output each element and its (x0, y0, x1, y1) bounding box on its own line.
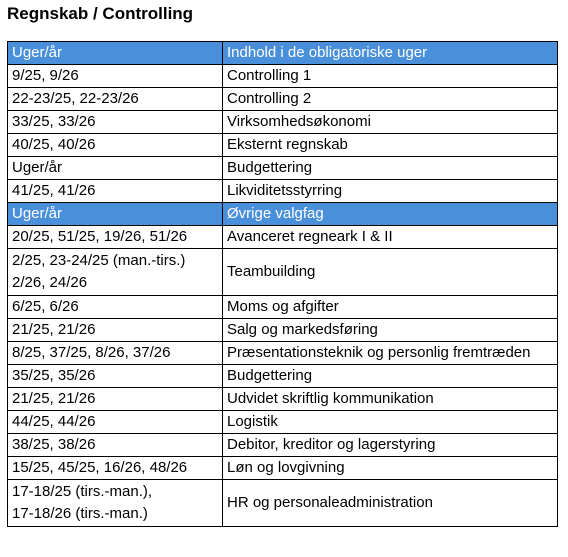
table-row (8, 457, 558, 480)
weeks-cell: 35/25, 35/26 (8, 365, 223, 388)
subject-cell: Udvidet skriftlig kommunikation (223, 388, 558, 411)
subject-cell: Præsentationsteknik og personlig fremtræden (223, 342, 558, 365)
column-header-electives: Øvrige valgfag (223, 203, 558, 226)
subject-cell: Moms og afgifter (223, 296, 558, 319)
subject-cell: Løn og lovgivning (223, 457, 558, 480)
subject-cell: Debitor, kreditor og lagerstyring (223, 434, 558, 457)
subject-cell: Salg og markedsføring (223, 319, 558, 342)
weeks-cell: 6/25, 6/26 (8, 296, 223, 319)
table-row (8, 411, 558, 434)
table-row (8, 157, 558, 180)
weeks-cell: 21/25, 21/26 (8, 319, 223, 342)
weeks-cell: Uger/år (8, 157, 223, 180)
weeks-cell: 8/25, 37/25, 8/26, 37/26 (8, 342, 223, 365)
weeks-cell: 33/25, 33/26 (8, 111, 223, 134)
table-row (8, 365, 558, 388)
subject-cell: Controlling 2 (223, 88, 558, 111)
table-row (8, 296, 558, 319)
subject-cell: Budgettering (223, 157, 558, 180)
table-row (8, 388, 558, 411)
subject-cell: Logistik (223, 411, 558, 434)
subject-cell: Budgettering (223, 365, 558, 388)
table-row (8, 249, 558, 296)
subject-cell: Controlling 1 (223, 65, 558, 88)
table-row (8, 319, 558, 342)
page-title: Regnskab / Controlling (7, 4, 194, 23)
weeks-cell: 40/25, 40/26 (8, 134, 223, 157)
weeks-line: 17-18/25 (tirs.-man.), (12, 483, 153, 500)
column-header-weeks: Uger/år (8, 42, 223, 65)
subject-cell: Eksternt regnskab (223, 134, 558, 157)
subject-cell: Avanceret regneark I & II (223, 226, 558, 249)
weeks-cell (8, 480, 223, 527)
table-row (8, 480, 558, 527)
weeks-line: 2/25, 23-24/25 (man.-tirs.) (12, 252, 186, 269)
table-row (8, 111, 558, 134)
weeks-line: 2/26, 24/26 (12, 274, 88, 291)
weeks-cell: 44/25, 44/26 (8, 411, 223, 434)
weeks-cell: 38/25, 38/26 (8, 434, 223, 457)
weeks-cell: 9/25, 9/26 (8, 65, 223, 88)
weeks-line: 17-18/26 (tirs.-man.) (12, 505, 148, 522)
table-row (8, 434, 558, 457)
subject-cell: HR og personaleadministration (223, 480, 558, 527)
table-row (8, 88, 558, 111)
subject-cell: Virksomhedsøkonomi (223, 111, 558, 134)
schedule-table (7, 41, 558, 527)
weeks-cell (8, 249, 223, 296)
table-row (8, 226, 558, 249)
table-header-row (8, 203, 558, 226)
column-header-weeks: Uger/år (8, 203, 223, 226)
weeks-cell: 15/25, 45/25, 16/26, 48/26 (8, 457, 223, 480)
weeks-cell: 22-23/25, 22-23/26 (8, 88, 223, 111)
subject-cell: Teambuilding (223, 249, 558, 296)
weeks-cell: 21/25, 21/26 (8, 388, 223, 411)
table-row (8, 180, 558, 203)
subject-cell: Likviditetsstyrring (223, 180, 558, 203)
table-row (8, 342, 558, 365)
weeks-cell: 20/25, 51/25, 19/26, 51/26 (8, 226, 223, 249)
weeks-cell: 41/25, 41/26 (8, 180, 223, 203)
table-row (8, 134, 558, 157)
table-header-row (8, 42, 558, 65)
column-header-mandatory-content: Indhold i de obligatoriske uger (223, 42, 558, 65)
table-row (8, 65, 558, 88)
